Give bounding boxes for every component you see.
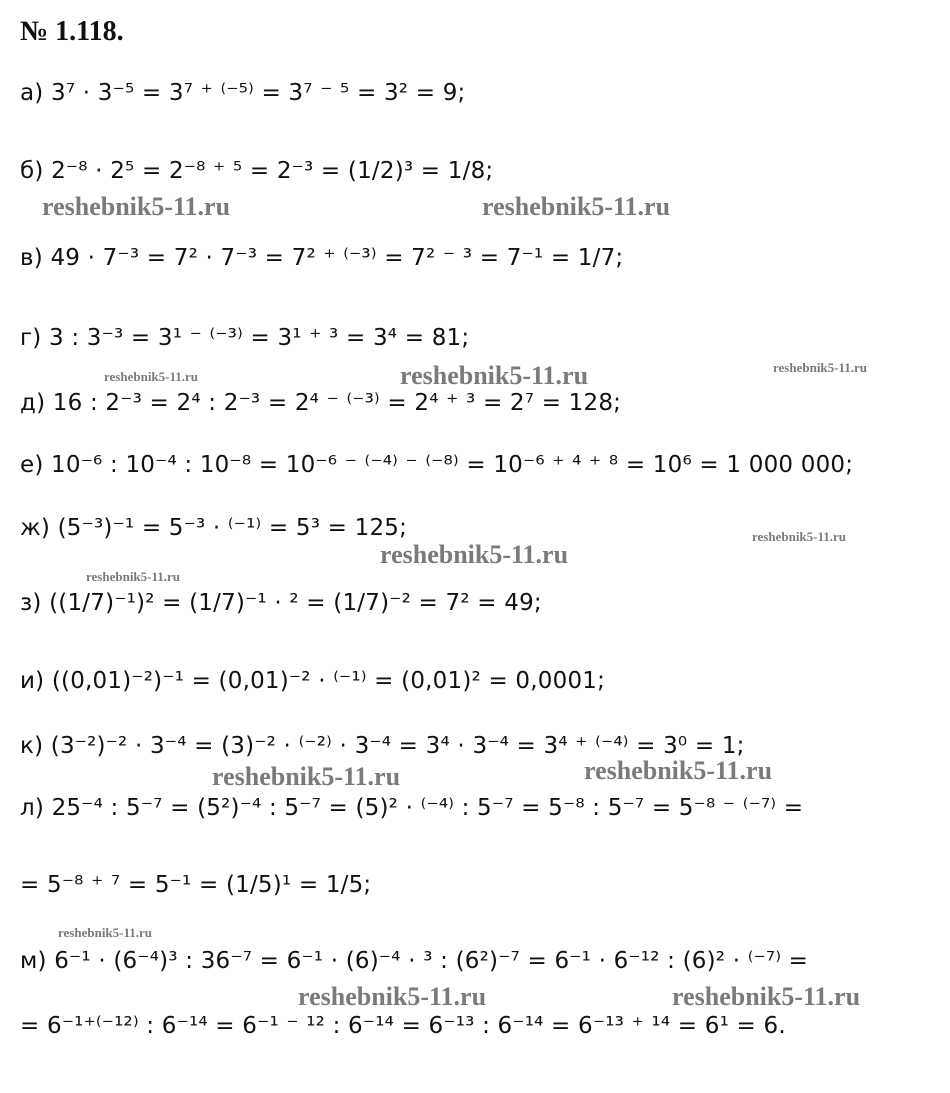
solution-l-line2: [20, 872, 371, 898]
solution-d: [20, 390, 621, 416]
solution-text: 10⁻⁶ : 10⁻⁴ : 10⁻⁸ = 10⁻⁶ ⁻ ⁽⁻⁴⁾ ⁻ ⁽⁻⁸⁾ = 10⁻⁶ ⁺ ⁴ ⁺ ⁸ = 10⁶ = 1 000 000;: [51, 452, 854, 478]
watermark: reshebnik5-11.ru: [212, 762, 401, 791]
solution-b: [20, 158, 493, 184]
watermark: reshebnik5-11.ru: [86, 569, 181, 584]
solution-text: ((0,01)⁻²)⁻¹ = (0,01)⁻² · ⁽⁻¹⁾ = (0,01)² = 0,0001;: [51, 668, 606, 694]
solution-v: [20, 245, 623, 271]
solution-label: а): [20, 80, 44, 106]
solution-label: г): [20, 325, 42, 351]
solution-text: = 6⁻¹⁺⁽⁻¹²⁾ : 6⁻¹⁴ = 6⁻¹ ⁻ ¹² : 6⁻¹⁴ = 6⁻¹³ : 6⁻¹⁴ = 6⁻¹³ ⁺ ¹⁴ = 6¹ = 6.: [20, 1013, 786, 1039]
solution-label: д): [20, 390, 46, 416]
watermark: reshebnik5-11.ru: [400, 361, 589, 390]
watermark: reshebnik5-11.ru: [584, 756, 773, 785]
solution-label: б): [20, 158, 44, 184]
watermark: reshebnik5-11.ru: [752, 529, 847, 544]
watermark: reshebnik5-11.ru: [104, 369, 199, 384]
solution-text: = 5⁻⁸ ⁺ ⁷ = 5⁻¹ = (1/5)¹ = 1/5;: [20, 872, 372, 898]
watermark: reshebnik5-11.ru: [298, 982, 487, 1011]
solution-label: л): [20, 795, 45, 821]
watermark: reshebnik5-11.ru: [42, 192, 231, 221]
solution-zh: [20, 515, 407, 541]
watermark: reshebnik5-11.ru: [58, 925, 153, 940]
solution-label: в): [20, 245, 43, 271]
solution-label: м): [20, 948, 47, 974]
solution-label: к): [20, 733, 44, 759]
solution-text: ((1/7)⁻¹)² = (1/7)⁻¹ · ² = (1/7)⁻² = 7² = 49;: [49, 590, 542, 616]
solution-e: [20, 452, 853, 478]
solution-text: 49 · 7⁻³ = 7² · 7⁻³ = 7² ⁺ ⁽⁻³⁾ = 7² ⁻ ³ = 7⁻¹ = 1/7;: [50, 245, 624, 271]
solution-text: 3 : 3⁻³ = 3¹ ⁻ ⁽⁻³⁾ = 3¹ ⁺ ³ = 3⁴ = 81;: [48, 325, 470, 351]
solution-z: [20, 590, 542, 616]
watermark: reshebnik5-11.ru: [482, 192, 671, 221]
solution-text: 3⁷ · 3⁻⁵ = 3⁷ ⁺ ⁽⁻⁵⁾ = 3⁷ ⁻ ⁵ = 3² = 9;: [50, 80, 466, 106]
solution-text: 6⁻¹ · (6⁻⁴)³ : 36⁻⁷ = 6⁻¹ · (6)⁻⁴ · ³ : (6²)⁻⁷ = 6⁻¹ · 6⁻¹² : (6)² · ⁽⁻⁷⁾ =: [54, 948, 809, 974]
solution-text: (3⁻²)⁻² · 3⁻⁴ = (3)⁻² · ⁽⁻²⁾ · 3⁻⁴ = 3⁴ · 3⁻⁴ = 3⁴ ⁺ ⁽⁻⁴⁾ = 3⁰ = 1;: [50, 733, 745, 759]
solution-label: ж): [20, 515, 51, 541]
solution-i: [20, 668, 605, 694]
problem-number: № 1.118.: [20, 16, 124, 47]
watermark: reshebnik5-11.ru: [672, 982, 861, 1011]
watermark: reshebnik5-11.ru: [380, 540, 569, 569]
solution-g: [20, 325, 469, 351]
solution-l-line1: [20, 795, 803, 821]
solution-label: е): [20, 452, 44, 478]
solution-text: 25⁻⁴ : 5⁻⁷ = (5²)⁻⁴ : 5⁻⁷ = (5)² · ⁽⁻⁴⁾ : 5⁻⁷ = 5⁻⁸ : 5⁻⁷ = 5⁻⁸ ⁻ ⁽⁻⁷⁾ =: [51, 795, 804, 821]
solution-m-line2: [20, 1013, 786, 1039]
watermark: reshebnik5-11.ru: [773, 360, 868, 375]
solution-text: 2⁻⁸ · 2⁵ = 2⁻⁸ ⁺ ⁵ = 2⁻³ = (1/2)³ = 1/8;: [51, 158, 494, 184]
solution-text: (5⁻³)⁻¹ = 5⁻³ · ⁽⁻¹⁾ = 5³ = 125;: [57, 515, 408, 541]
solution-label: и): [20, 668, 45, 694]
solution-m-line1: [20, 948, 808, 974]
solution-text: 16 : 2⁻³ = 2⁴ : 2⁻³ = 2⁴ ⁻ ⁽⁻³⁾ = 2⁴ ⁺ ³ = 2⁷ = 128;: [52, 390, 622, 416]
solution-a: [20, 80, 466, 106]
solution-label: з): [20, 590, 42, 616]
